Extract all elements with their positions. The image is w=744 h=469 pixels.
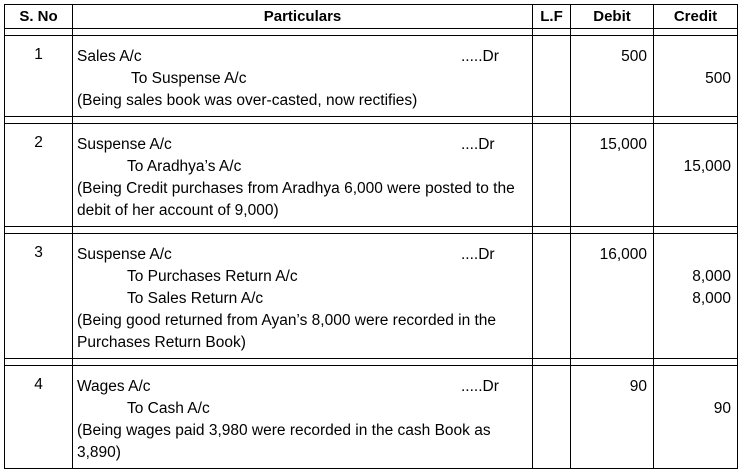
debit-amount: 16,000	[599, 246, 647, 263]
entry-lf	[533, 234, 571, 359]
journal-entry-4	[5, 366, 738, 469]
debit-account: Suspense A/c	[77, 246, 172, 263]
spacer-row	[5, 29, 738, 36]
header-particulars: Particulars	[73, 5, 533, 29]
credit-account: To Sales Return A/c	[127, 290, 264, 307]
spacer-row	[5, 227, 738, 234]
credit-account: To Purchases Return A/c	[127, 268, 298, 285]
dr-marker: .....Dr	[461, 378, 499, 395]
narration: (Being wages paid 3,980 were recorded in the cash Book as 3,890)	[77, 422, 491, 461]
narration: (Being good returned from Ayan’s 8,000 were recorded in the Purchases Return Book)	[77, 312, 497, 351]
entry-debit	[571, 124, 654, 227]
debit-account-line	[77, 134, 526, 156]
debit-amount: 15,000	[599, 136, 647, 153]
debit-account-line	[77, 46, 526, 68]
journal-entry-1	[5, 36, 738, 117]
entry-credit	[654, 366, 738, 469]
header-lf: L.F	[533, 5, 571, 29]
credit-amount: 8,000	[692, 268, 731, 285]
debit-account: Suspense A/c	[77, 136, 172, 153]
debit-account: Wages A/c	[77, 378, 151, 395]
narration: (Being sales book was over-casted, now rectifies)	[77, 92, 418, 109]
journal-entry-3	[5, 234, 738, 359]
entry-particulars	[73, 366, 533, 469]
entry-particulars	[73, 124, 533, 227]
credit-account: To Suspense A/c	[131, 70, 247, 87]
debit-account-line	[77, 244, 526, 266]
entry-particulars	[73, 234, 533, 359]
credit-amount: 90	[713, 400, 731, 417]
debit-account-line	[77, 376, 526, 398]
dr-marker: ....Dr	[461, 136, 495, 153]
dr-marker: .....Dr	[461, 48, 499, 65]
spacer-row	[5, 359, 738, 366]
journal-entry-2	[5, 124, 738, 227]
dr-marker: ....Dr	[461, 246, 495, 263]
debit-amount: 500	[621, 48, 647, 65]
header-row	[5, 5, 738, 29]
entry-lf	[533, 36, 571, 117]
debit-amount: 90	[629, 378, 647, 395]
entry-credit	[654, 124, 738, 227]
entry-lf	[533, 124, 571, 227]
entry-debit	[571, 36, 654, 117]
credit-amount: 15,000	[683, 158, 731, 175]
credit-amount: 500	[705, 70, 731, 87]
entry-credit	[654, 36, 738, 117]
entry-credit	[654, 234, 738, 359]
entry-sno: 1	[5, 36, 73, 117]
entry-lf	[533, 366, 571, 469]
header-sno: S. No	[5, 5, 73, 29]
header-credit: Credit	[654, 5, 738, 29]
entry-sno: 2	[5, 124, 73, 227]
credit-amount: 8,000	[692, 290, 731, 307]
entry-debit	[571, 366, 654, 469]
entry-debit	[571, 234, 654, 359]
header-debit: Debit	[571, 5, 654, 29]
entry-particulars	[73, 36, 533, 117]
credit-account: To Aradhya’s A/c	[127, 158, 242, 175]
narration: (Being Credit purchases from Aradhya 6,000 were posted to the debit of her account of 9,000)	[77, 180, 515, 219]
spacer-row	[5, 117, 738, 124]
entry-sno: 3	[5, 234, 73, 359]
entry-sno: 4	[5, 366, 73, 469]
credit-account: To Cash A/c	[127, 400, 210, 417]
journal-table	[4, 4, 738, 469]
debit-account: Sales A/c	[77, 48, 142, 65]
